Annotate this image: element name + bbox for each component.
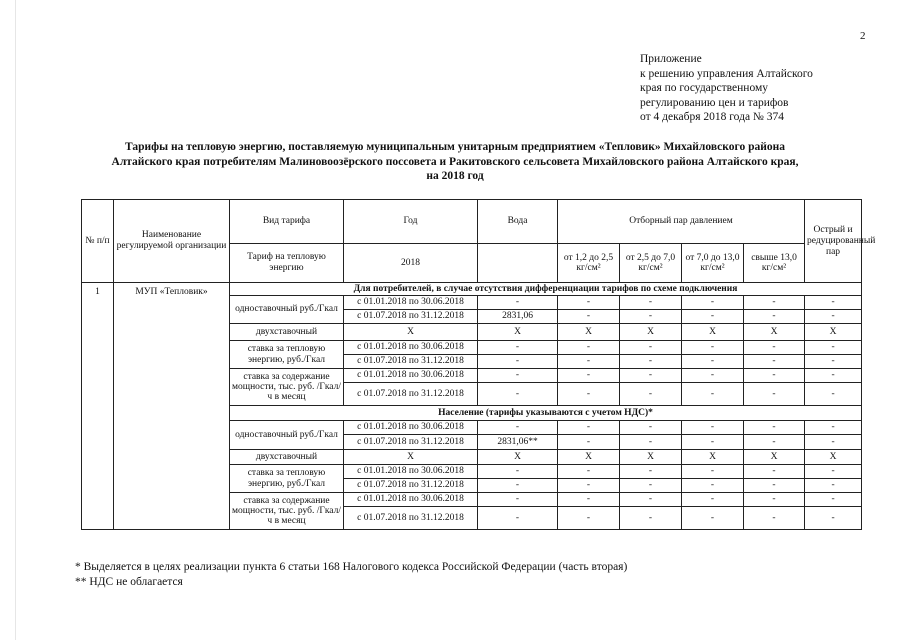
cell: - <box>682 355 744 369</box>
cell: - <box>620 435 682 450</box>
cell: - <box>558 435 620 450</box>
label-one-rate: одноставочный руб./Гкал <box>230 421 344 450</box>
cell: - <box>682 435 744 450</box>
section-title: Для потребителей, в случае отсутствия дифференциации тарифов по схеме подключения <box>230 283 862 296</box>
cell: - <box>744 369 805 383</box>
org-name: МУП «Тепловик» <box>114 283 230 530</box>
cell: - <box>558 296 620 310</box>
cell: - <box>682 507 744 530</box>
cell: - <box>744 310 805 324</box>
header-steam: Отборный пар давлением <box>558 200 805 244</box>
page-number: 2 <box>860 30 866 42</box>
cell: X <box>744 324 805 341</box>
cell: - <box>682 479 744 493</box>
cell: - <box>620 465 682 479</box>
cell: X <box>344 324 478 341</box>
header-pressure-2: от 2,5 до 7,0 кг/см² <box>620 244 682 283</box>
cell: - <box>558 310 620 324</box>
header-pressure-4: свыше 13,0 кг/см² <box>744 244 805 283</box>
cell: - <box>682 493 744 507</box>
cell: - <box>744 355 805 369</box>
period-h1: с 01.01.2018 по 30.06.2018 <box>344 296 478 310</box>
cell: - <box>620 369 682 383</box>
cell: - <box>805 507 862 530</box>
cell: - <box>805 310 862 324</box>
appendix-line: от 4 декабря 2018 года № 374 <box>640 111 785 123</box>
cell: X <box>558 450 620 465</box>
cell: - <box>620 355 682 369</box>
cell: - <box>805 479 862 493</box>
cell: - <box>558 465 620 479</box>
cell: - <box>805 435 862 450</box>
section-title: Население (тарифы указываются с учетом НДС)* <box>230 406 862 421</box>
cell: X <box>558 324 620 341</box>
cell: - <box>558 507 620 530</box>
header-pressure-3: от 7,0 до 13,0 кг/см² <box>682 244 744 283</box>
cell: X <box>478 324 558 341</box>
label-two-rate: двухставочный <box>230 450 344 465</box>
header-sharp-steam: Острый и редуцированный пар <box>805 200 862 283</box>
label-energy-rate: ставка за тепловую энергию, руб./Гкал <box>230 341 344 369</box>
cell: - <box>478 465 558 479</box>
period-h2: с 01.07.2018 по 31.12.2018 <box>344 355 478 369</box>
cell-water-value: 2831,06** <box>478 435 558 450</box>
footnotes <box>75 560 627 590</box>
footnote: ** НДС не облагается <box>75 576 183 588</box>
cell: - <box>682 310 744 324</box>
cell: - <box>558 341 620 355</box>
cell: - <box>805 465 862 479</box>
cell: - <box>620 383 682 406</box>
header-org: Наименование регулируемой организации <box>114 200 230 283</box>
cell: - <box>620 341 682 355</box>
cell: - <box>744 507 805 530</box>
cell: - <box>478 341 558 355</box>
cell: - <box>620 310 682 324</box>
cell: - <box>558 383 620 406</box>
cell: - <box>682 369 744 383</box>
appendix-line: к решению управления Алтайского <box>640 67 813 80</box>
cell: - <box>478 355 558 369</box>
cell: - <box>478 296 558 310</box>
cell: - <box>620 296 682 310</box>
cell: - <box>478 493 558 507</box>
cell: - <box>805 341 862 355</box>
cell: - <box>478 383 558 406</box>
footnote: * Выделяется в целях реализации пункта 6 статьи 168 Налогового кодекса Российской Федерации (часть вторая) <box>75 561 628 573</box>
header-year: Год <box>344 200 478 244</box>
title-line: Алтайского края потребителям Малиновоозёрского поссовета и Ракитовского сельсовета Михайловского района Алтайского края, <box>111 155 799 168</box>
cell: - <box>558 369 620 383</box>
appendix-block <box>640 52 813 125</box>
header-year-value: 2018 <box>344 244 478 283</box>
title-line: Тарифы на тепловую энергию, поставляемую муниципальным унитарным предприятием «Тепловик» Михайловского района <box>125 141 785 153</box>
cell: - <box>805 296 862 310</box>
period-h2: с 01.07.2018 по 31.12.2018 <box>344 435 478 450</box>
cell: - <box>805 383 862 406</box>
cell: - <box>682 296 744 310</box>
period-h1: с 01.01.2018 по 30.06.2018 <box>344 369 478 383</box>
cell: - <box>682 383 744 406</box>
cell: - <box>744 296 805 310</box>
label-capacity-rate: ставка за содержание мощности, тыс. руб. /Гкал/ч в месяц <box>230 493 344 530</box>
cell: - <box>558 355 620 369</box>
period-h1: с 01.01.2018 по 30.06.2018 <box>344 465 478 479</box>
cell: X <box>805 324 862 341</box>
appendix-line: Приложение <box>640 53 702 65</box>
row-number: 1 <box>82 283 114 530</box>
cell: X <box>682 324 744 341</box>
cell: X <box>620 324 682 341</box>
cell: - <box>620 507 682 530</box>
cell: X <box>478 450 558 465</box>
cell: - <box>558 421 620 435</box>
cell: X <box>682 450 744 465</box>
cell: - <box>682 421 744 435</box>
period-h2: с 01.07.2018 по 31.12.2018 <box>344 310 478 324</box>
cell: - <box>744 493 805 507</box>
label-capacity-rate: ставка за содержание мощности, тыс. руб. /Гкал/ч в месяц <box>230 369 344 406</box>
title-line: на 2018 год <box>426 170 484 182</box>
cell: - <box>744 421 805 435</box>
cell: X <box>805 450 862 465</box>
label-two-rate: двухставочный <box>230 324 344 341</box>
cell: - <box>478 479 558 493</box>
cell: - <box>805 421 862 435</box>
scan-edge-line <box>15 0 16 640</box>
cell: X <box>344 450 478 465</box>
cell: - <box>682 341 744 355</box>
cell: - <box>558 479 620 493</box>
cell: - <box>805 355 862 369</box>
header-num: № п/п <box>82 200 114 283</box>
cell: - <box>805 493 862 507</box>
period-h2: с 01.07.2018 по 31.12.2018 <box>344 479 478 493</box>
header-water: Вода <box>478 200 558 244</box>
document-title <box>40 140 870 184</box>
header-tariff-type: Вид тарифа <box>230 200 344 244</box>
header-pressure-1: от 1,2 до 2,5 кг/см² <box>558 244 620 283</box>
cell: - <box>478 507 558 530</box>
label-one-rate: одноставочный руб./Гкал <box>230 296 344 324</box>
header-water-empty <box>478 244 558 283</box>
cell: - <box>620 421 682 435</box>
cell: - <box>682 465 744 479</box>
cell: - <box>744 435 805 450</box>
cell: - <box>620 479 682 493</box>
cell: - <box>744 383 805 406</box>
period-h2: с 01.07.2018 по 31.12.2018 <box>344 507 478 530</box>
cell: - <box>478 369 558 383</box>
tariff-table <box>81 199 876 530</box>
appendix-line: регулированию цен и тарифов <box>640 96 789 109</box>
cell: - <box>620 493 682 507</box>
cell-water-value: 2831,06 <box>478 310 558 324</box>
cell: X <box>744 450 805 465</box>
appendix-line: края по государственному <box>640 82 768 94</box>
period-h1: с 01.01.2018 по 30.06.2018 <box>344 341 478 355</box>
cell: - <box>744 465 805 479</box>
period-h2: с 01.07.2018 по 31.12.2018 <box>344 383 478 406</box>
cell: X <box>620 450 682 465</box>
period-h1: с 01.01.2018 по 30.06.2018 <box>344 421 478 435</box>
period-h1: с 01.01.2018 по 30.06.2018 <box>344 493 478 507</box>
label-energy-rate: ставка за тепловую энергию, руб./Гкал <box>230 465 344 493</box>
cell: - <box>744 479 805 493</box>
cell: - <box>744 341 805 355</box>
header-tariff-unit: Тариф на тепловую энергию <box>230 244 344 283</box>
cell: - <box>805 369 862 383</box>
cell: - <box>558 493 620 507</box>
cell: - <box>478 421 558 435</box>
